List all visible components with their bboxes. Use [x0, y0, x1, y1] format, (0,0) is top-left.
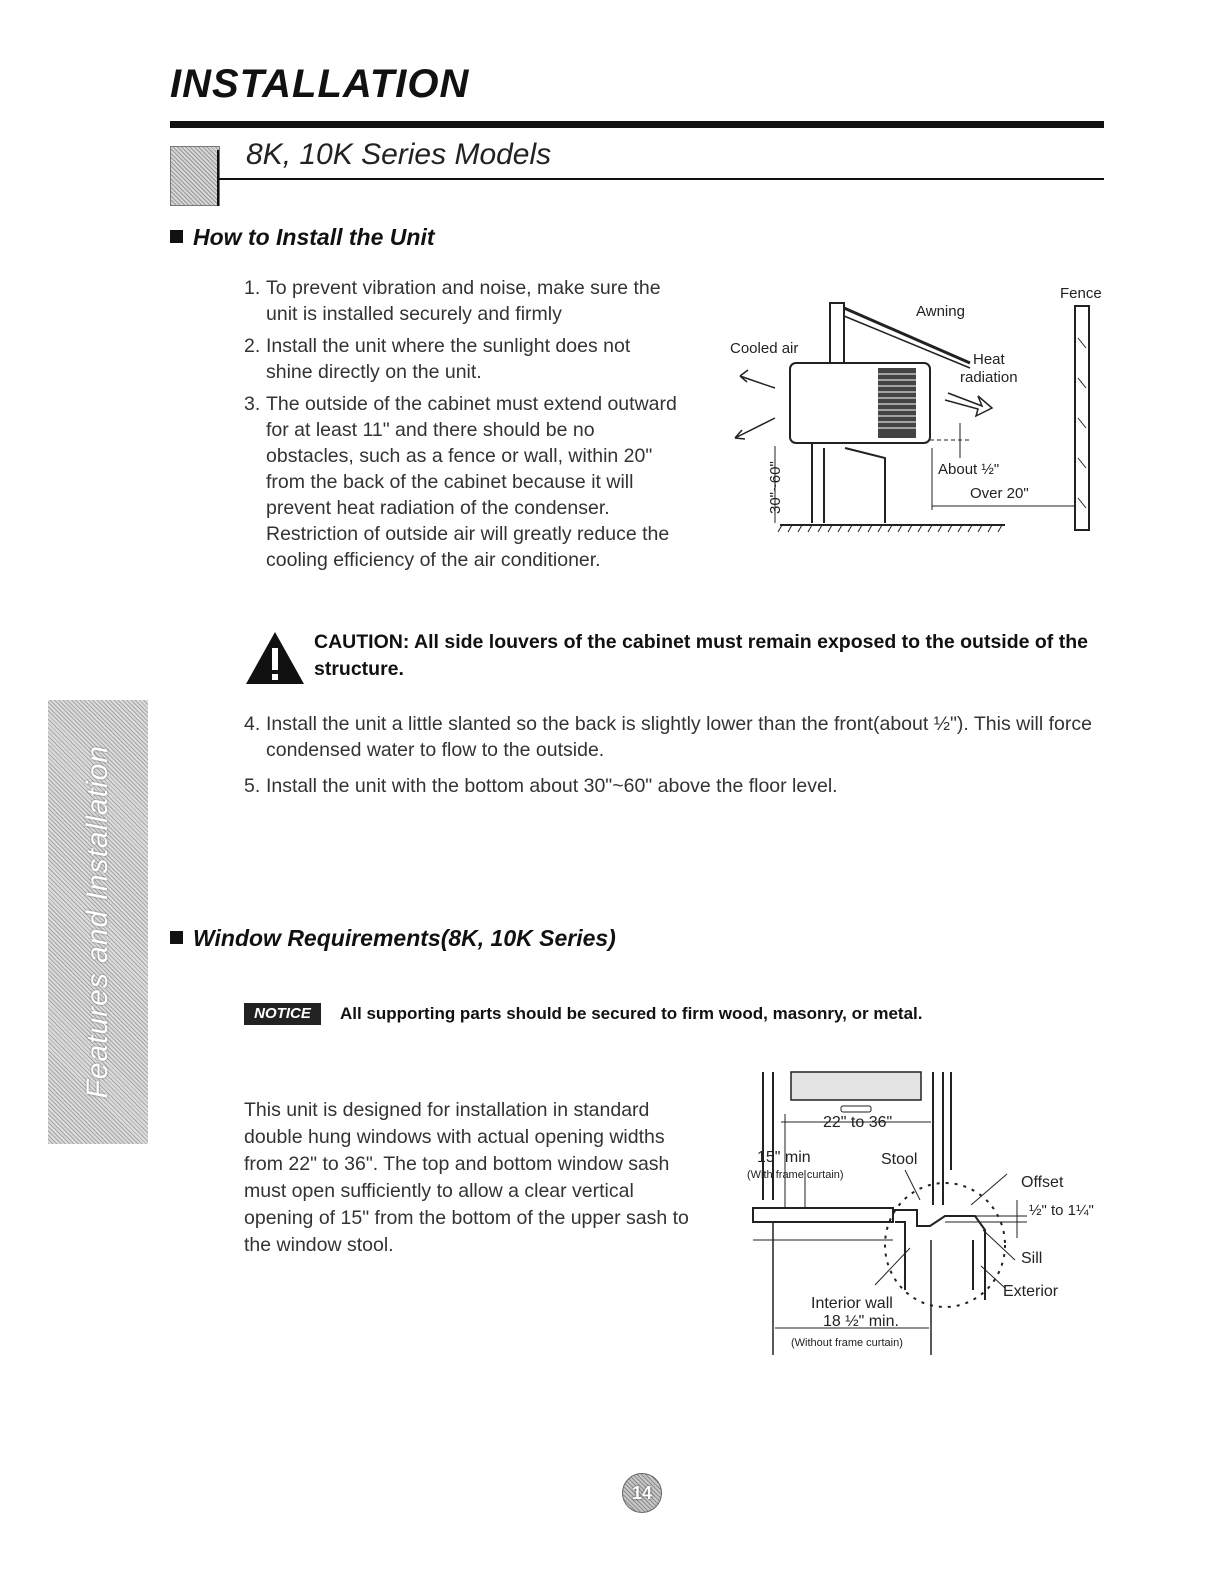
awning-label: Awning — [916, 303, 965, 320]
stool-label: Stool — [881, 1151, 918, 1168]
exterior-label: Exterior — [1003, 1283, 1059, 1300]
list-item: 1. To prevent vibration and noise, make sure the unit is installed securely and firmly — [244, 277, 661, 325]
notice-text: All supporting parts should be secured to firm wood, masonry, or metal. — [340, 1004, 923, 1023]
cooled-air-label: Cooled air — [730, 340, 799, 357]
side-tab-label: Features and Installation — [81, 745, 114, 1099]
header-rule — [170, 121, 1104, 128]
offset-range-label: ½" to 1¼" — [1029, 1202, 1094, 1219]
notice-badge: NOTICE — [244, 1003, 321, 1025]
window-heading: Window Requirements(8K, 10K Series) — [170, 925, 616, 952]
bullet-icon — [170, 230, 183, 243]
about-label: About ½" — [938, 461, 1000, 478]
caution-text: CAUTION: All side louvers of the cabinet must remain exposed to the outside of the structure. — [314, 631, 1088, 680]
page-number: 14 — [622, 1473, 662, 1513]
width-range-label: 22" to 36" — [823, 1114, 893, 1131]
with-curtain-label: (With frame curtain) — [747, 1169, 844, 1181]
sill-label: Sill — [1021, 1250, 1043, 1267]
list-item: 3. The outside of the cabinet must extend outward for at least 11" and there should be no obstacles, such as a fence or wall, within 20" from the back of the cabinet because it will prevent heat radiation of the condenser. Restriction of outside air will greatly reduce the cooling efficiency of the air conditioner. — [244, 393, 677, 571]
page-title: INSTALLATION — [170, 62, 470, 106]
height-label: 30"~60" — [767, 461, 784, 514]
without-curtain-label: (Without frame curtain) — [791, 1337, 903, 1349]
interior-wall-label: Interior wall — [811, 1295, 893, 1312]
offset-label: Offset — [1021, 1174, 1064, 1191]
min18-label: 18 ½" min. — [823, 1313, 899, 1330]
window-diagram — [745, 1070, 1120, 1355]
section-rule — [217, 178, 1104, 180]
heat-label: Heat — [973, 351, 1005, 368]
over-label: Over 20" — [970, 485, 1029, 502]
installation-diagram — [720, 278, 1115, 540]
install-steps — [244, 275, 682, 579]
fence-label: Fence — [1060, 285, 1102, 302]
install-heading: How to Install the Unit — [170, 224, 435, 251]
list-item: 4. Install the unit a little slanted so the back is slightly lower than the front(about ½"). This will force condensed water to flow to the outside. — [244, 713, 1092, 761]
section-marker — [170, 146, 220, 206]
install-steps-continued — [244, 711, 1104, 805]
caution-icon — [244, 630, 306, 686]
list-item: 2. Install the unit where the sunlight does not shine directly on the unit. — [244, 335, 631, 383]
radiation-label: radiation — [960, 369, 1018, 386]
list-item: 5. Install the unit with the bottom about 30"~60" above the floor level. — [244, 775, 838, 797]
bullet-icon — [170, 931, 183, 944]
section-title: 8K, 10K Series Models — [246, 138, 552, 171]
window-description: This unit is designed for installation in standard double hung windows with actual opening widths from 22" to 36". The top and bottom window sash must open sufficiently to allow a clear vertical opening of 15" from the bottom of the upper sash to the window stool. — [244, 1099, 689, 1256]
min15-label: 15" min — [757, 1149, 811, 1166]
